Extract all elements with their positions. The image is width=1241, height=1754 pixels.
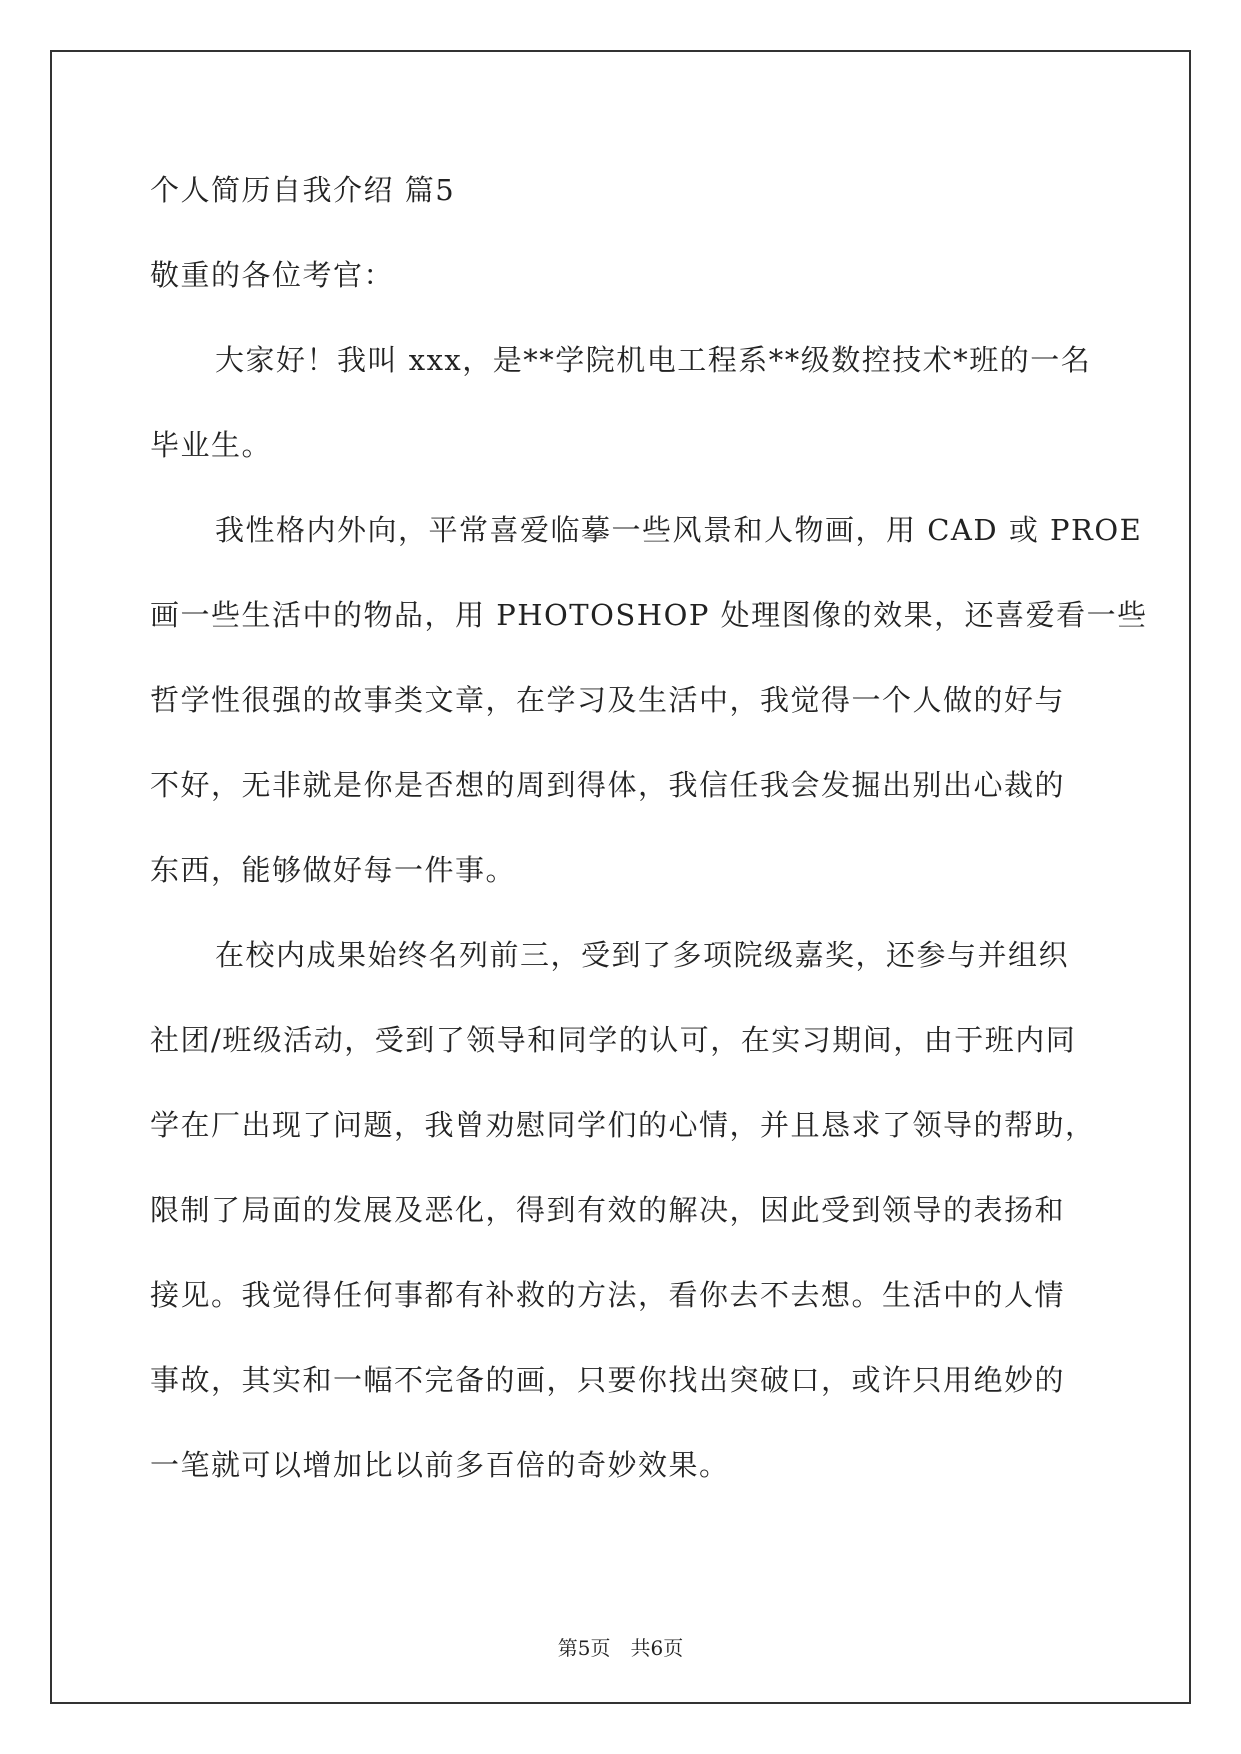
paragraph-2-line-3: 哲学性很强的故事类文章，在学习及生活中，我觉得一个人做的好与 — [150, 683, 1066, 717]
paragraph-1-line-2: 毕业生。 — [150, 428, 273, 462]
paragraph-2-line-2: 画一些生活中的物品，用 PHOTOSHOP 处理图像的效果，还喜爱看一些 — [150, 598, 1148, 632]
document-heading: 个人简历自我介绍 篇5 — [150, 173, 456, 207]
paragraph-2-line-4: 不好，无非就是你是否想的周到得体，我信任我会发掘出别出心裁的 — [150, 768, 1066, 802]
page-footer — [0, 1632, 1241, 1661]
paragraph-1-line-1: 大家好！我叫 xxx，是**学院机电工程系**级数控技术*班的一名 — [215, 343, 1092, 377]
paragraph-3-line-4: 限制了局面的发展及恶化，得到有效的解决，因此受到领导的表扬和 — [150, 1193, 1066, 1227]
page-number: 第5页 — [557, 1636, 611, 1660]
page-total: 共6页 — [630, 1636, 684, 1660]
paragraph-2-line-5: 东西，能够做好每一件事。 — [150, 853, 517, 887]
paragraph-3-line-3: 学在厂出现了问题，我曾劝慰同学们的心情，并且恳求了领导的帮助， — [150, 1108, 1096, 1142]
paragraph-2-line-1: 我性格内外向，平常喜爱临摹一些风景和人物画，用 CAD 或 PROE — [215, 513, 1143, 547]
paragraph-3-line-2: 社团/班级活动，受到了领导和同学的认可，在实习期间，由于班内同 — [150, 1023, 1077, 1057]
paragraph-3-line-1: 在校内成果始终名列前三，受到了多项院级嘉奖，还参与并组织 — [215, 938, 1070, 972]
paragraph-3-line-7: 一笔就可以增加比以前多百倍的奇妙效果。 — [150, 1448, 730, 1482]
paragraph-3-line-6: 事故，其实和一幅不完备的画，只要你找出突破口，或许只用绝妙的 — [150, 1363, 1066, 1397]
paragraph-3-line-5: 接见。我觉得任何事都有补救的方法，看你去不去想。生活中的人情 — [150, 1278, 1066, 1312]
salutation: 敬重的各位考官： — [150, 258, 395, 292]
